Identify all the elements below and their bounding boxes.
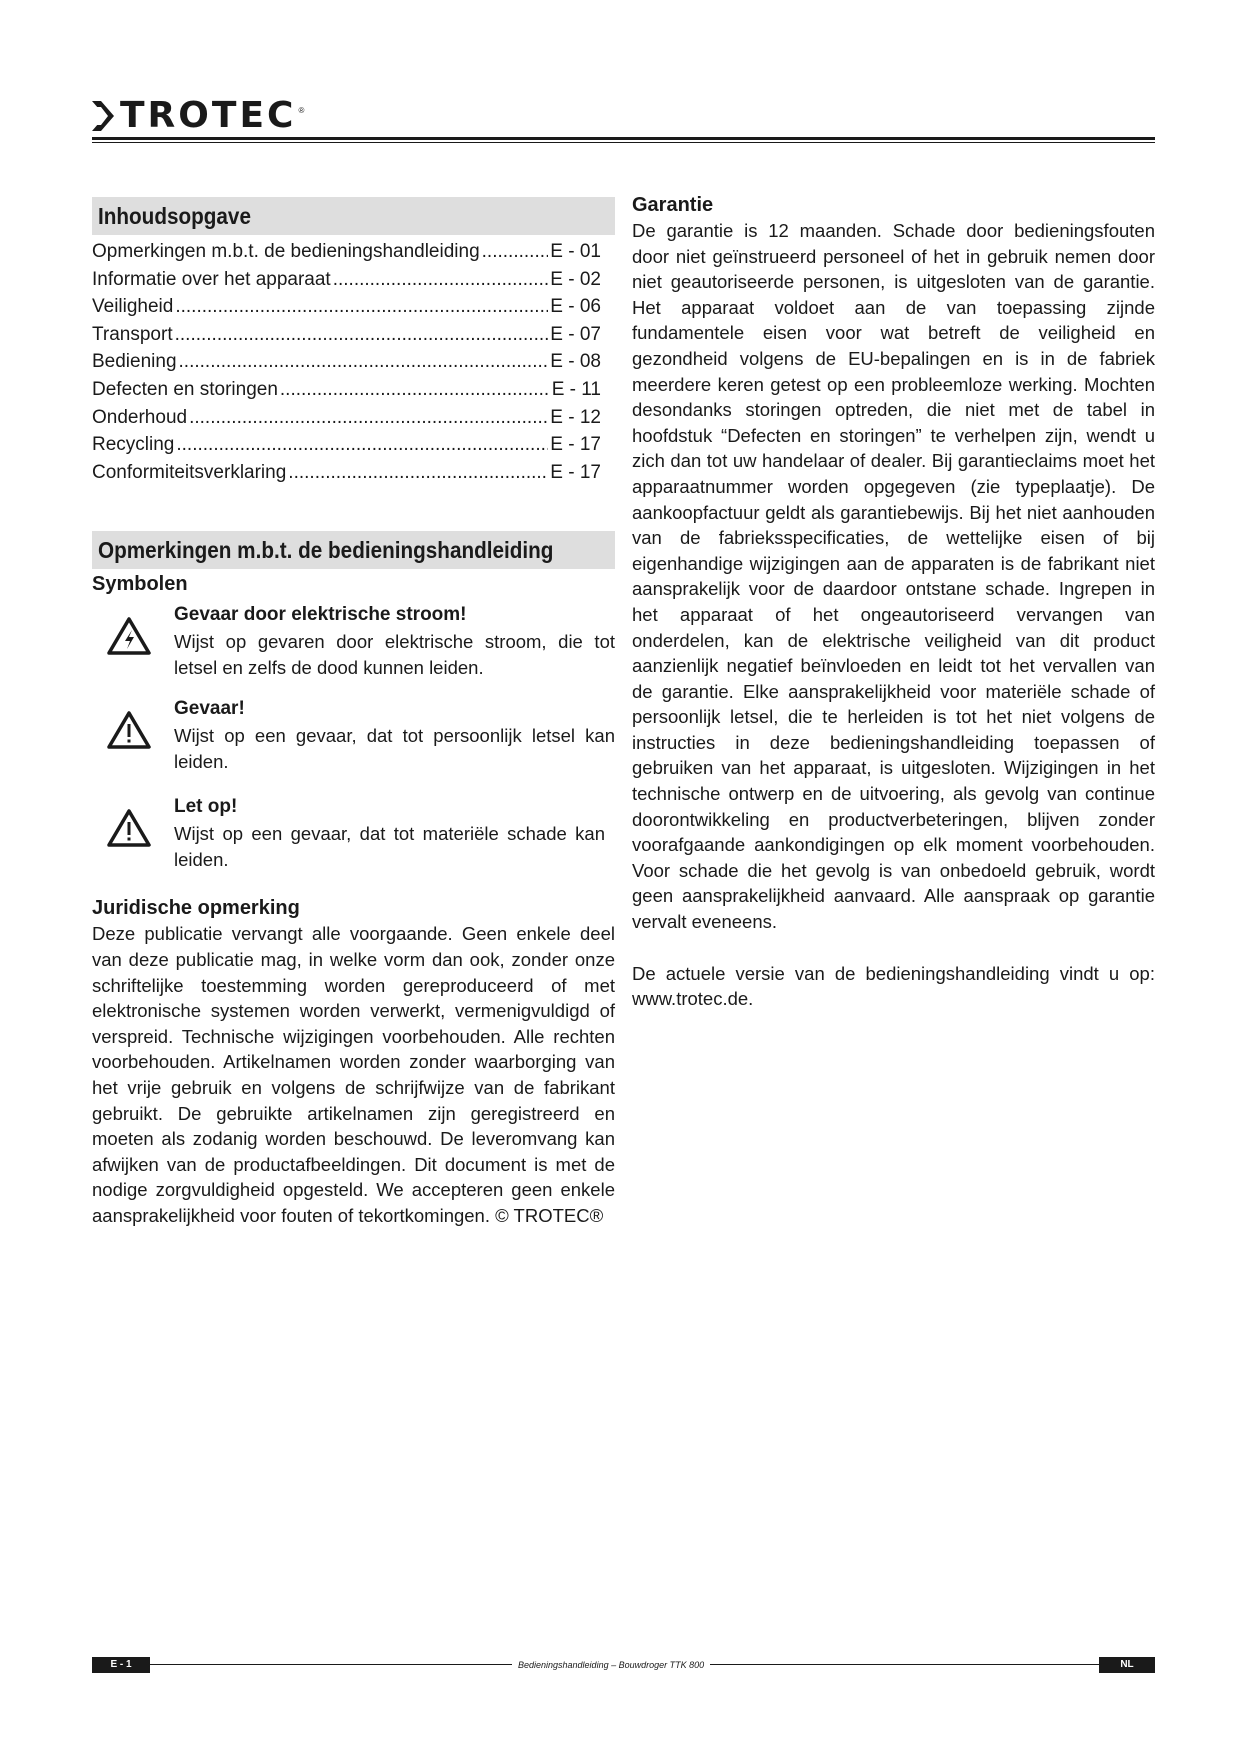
page-footer bbox=[92, 1657, 1155, 1673]
caution-icon bbox=[106, 807, 152, 849]
left-column bbox=[92, 197, 615, 1228]
toc-entry-page: E - 11 bbox=[551, 378, 601, 400]
toc-entry-page: E - 12 bbox=[550, 406, 601, 428]
warning-icon bbox=[106, 709, 152, 751]
notes-heading: Opmerkingen m.b.t. de bedieningshandleiding bbox=[92, 531, 615, 569]
table-of-contents bbox=[92, 241, 615, 489]
toc-entry-title: Conformiteitsverklaring bbox=[92, 461, 287, 483]
legal-text: Deze publicatie vervangt alle voorgaande. Geen enkele deel van deze publicatie mag, in welke vorm dan ook, zonder onze schriftelijke toestemming worden gereproduceerd of met elektronische systemen worden verwerkt, vermenigvuldigd of verspreid. Technische wijzigingen voorbehouden. Alle rechten voorbehouden. Artikelnamen worden zonder waarborging van het vrije gebruik en volgens de schrijfwijze van de fabrikant gebruikt. De gebruikte artikelnamen zijn geregistreerd en moeten als zodanig worden beschouwd. De leveromvang kan afwijken van de productafbeeldingen. Dit document is met de nodige zorgvuldigheid opgesteld. We accepteren geen enkele aansprakelijkheid voor fouten of tekortkomingen. © TROTEC® bbox=[92, 923, 615, 1226]
toc-entry[interactable] bbox=[92, 241, 615, 269]
toc-entry-page: E - 17 bbox=[550, 461, 601, 483]
toc-entry-page: E - 07 bbox=[550, 323, 601, 345]
electric-hazard-icon bbox=[106, 615, 152, 657]
registered-mark: ® bbox=[298, 105, 305, 115]
trotec-logo bbox=[92, 96, 304, 136]
language-badge: NL bbox=[1099, 1657, 1155, 1673]
toc-entry[interactable] bbox=[92, 269, 615, 297]
toc-entry-title: Transport bbox=[92, 323, 173, 345]
logo-mark-icon bbox=[92, 101, 114, 131]
brand-name: TROTEC bbox=[120, 95, 297, 136]
toc-entry-title: Bediening bbox=[92, 351, 177, 373]
toc-entry[interactable] bbox=[92, 462, 615, 490]
toc-entry[interactable] bbox=[92, 324, 615, 352]
current-version-text: De actuele versie van de bedieningshandleiding vindt u op: www.trotec.de. bbox=[632, 962, 1155, 1010]
toc-entry-title: Recycling bbox=[92, 434, 175, 456]
toc-entry-page: E - 08 bbox=[550, 351, 601, 373]
symbol-title: Gevaar door elektrische stroom! bbox=[174, 604, 467, 626]
toc-entry-title: Informatie over het apparaat bbox=[92, 268, 331, 290]
toc-entry[interactable] bbox=[92, 351, 615, 379]
warranty-heading: Garantie bbox=[632, 194, 714, 216]
header-rule-thick bbox=[92, 137, 1155, 140]
toc-entry-title: Opmerkingen m.b.t. de bedieningshandleiding bbox=[92, 241, 480, 262]
toc-entry-title: Defecten en storingen bbox=[92, 378, 278, 400]
toc-entry-page: E - 17 bbox=[550, 434, 601, 456]
toc-entry[interactable] bbox=[92, 434, 615, 462]
toc-entry[interactable] bbox=[92, 407, 615, 435]
symbol-description: Wijst op gevaren door elektrische stroom, die tot letsel en zelfs de dood kunnen leiden. bbox=[174, 631, 615, 679]
toc-entry-page: E - 06 bbox=[550, 296, 601, 318]
symbol-electric bbox=[92, 601, 615, 681]
symbol-danger bbox=[92, 695, 615, 775]
right-column bbox=[632, 192, 1155, 1012]
page-header bbox=[92, 96, 1155, 146]
document-title: Bedieningshandleiding – Bouwdroger TTK 800 bbox=[512, 1659, 710, 1671]
symbol-caution bbox=[92, 793, 615, 873]
toc-entry-title: Veiligheid bbox=[92, 296, 174, 318]
legal-heading: Juridische opmerking bbox=[92, 897, 300, 920]
symbol-title: Gevaar! bbox=[174, 698, 245, 720]
header-rule-thin bbox=[92, 142, 1155, 143]
toc-entry-title: Onderhoud bbox=[92, 406, 188, 428]
toc-entry[interactable] bbox=[92, 296, 615, 324]
symbol-description: Wijst op een gevaar, dat tot materiële schade kan leiden. bbox=[174, 823, 605, 871]
toc-entry[interactable] bbox=[92, 379, 615, 407]
symbols-heading: Symbolen bbox=[92, 573, 188, 596]
warranty-text: De garantie is 12 maanden. Schade door bedieningsfouten door niet geïnstrueerd personeel of het in gebruik nemen door niet geautoriseerde personen, is uitgesloten van de garantie. Het apparaat voldoet aan de van toepassing zijnde fundamentele eisen voor wat betreft de veiligheid en gezondheid volgens de EU-bepalingen en is in de fabriek meerdere keren getest op een probleemloze werking. Mochten desondanks storingen optreden, die niet met de tabel in hoofdstuk “Defecten en storingen” te verhelpen zijn, wendt u zich dan tot uw handelaar of dealer. Bij garantieclaims moet het apparaatnummer worden opgegeven (zie typeplaatje). De aankoopfactuur geldt als garantiebewijs. Bij het niet aanhouden van de fabrieksspecificaties, de wettelijke eisen of bij eigenhandige wijzigingen aan de apparaten is de fabrikant niet aansprakelijk voor de daardoor ontstane schade. Ingrepen in het apparaat of het ongeautoriseerd vervangen van onderdelen, kan de elektrische veiligheid van dit product aanzienlijk negatief beïnvloeden en leidt tot het vervallen van de garantie. Elke aansprakelijkheid voor materiële schade of persoonlijk letsel, die te herleiden is tot het niet volgens de instructies in deze bedieningshandleiding toepassen of gebruiken van het apparaat, is uitgesloten. Wijzigingen in het technische ontwerp en de uitvoering, als gevolg van continue doorontwikkeling en productverbeteringen, blijven zonder voorafgaande aankondigingen op elk moment voorbehouden. Voor schade die het gevolg is van onbedoeld gebruik, wordt geen aansprakelijkheid aanvaard. Alle aanspraak op garantie vervalt eveneens. bbox=[632, 220, 1155, 933]
toc-entry-page: E - 01 bbox=[550, 241, 601, 262]
symbol-description: Wijst op een gevaar, dat tot persoonlijk letsel kan leiden. bbox=[174, 725, 615, 773]
symbol-title: Let op! bbox=[174, 796, 238, 818]
toc-heading: Inhoudsopgave bbox=[92, 197, 615, 235]
page-number: E - 1 bbox=[92, 1657, 150, 1673]
toc-entry-page: E - 02 bbox=[550, 268, 601, 290]
